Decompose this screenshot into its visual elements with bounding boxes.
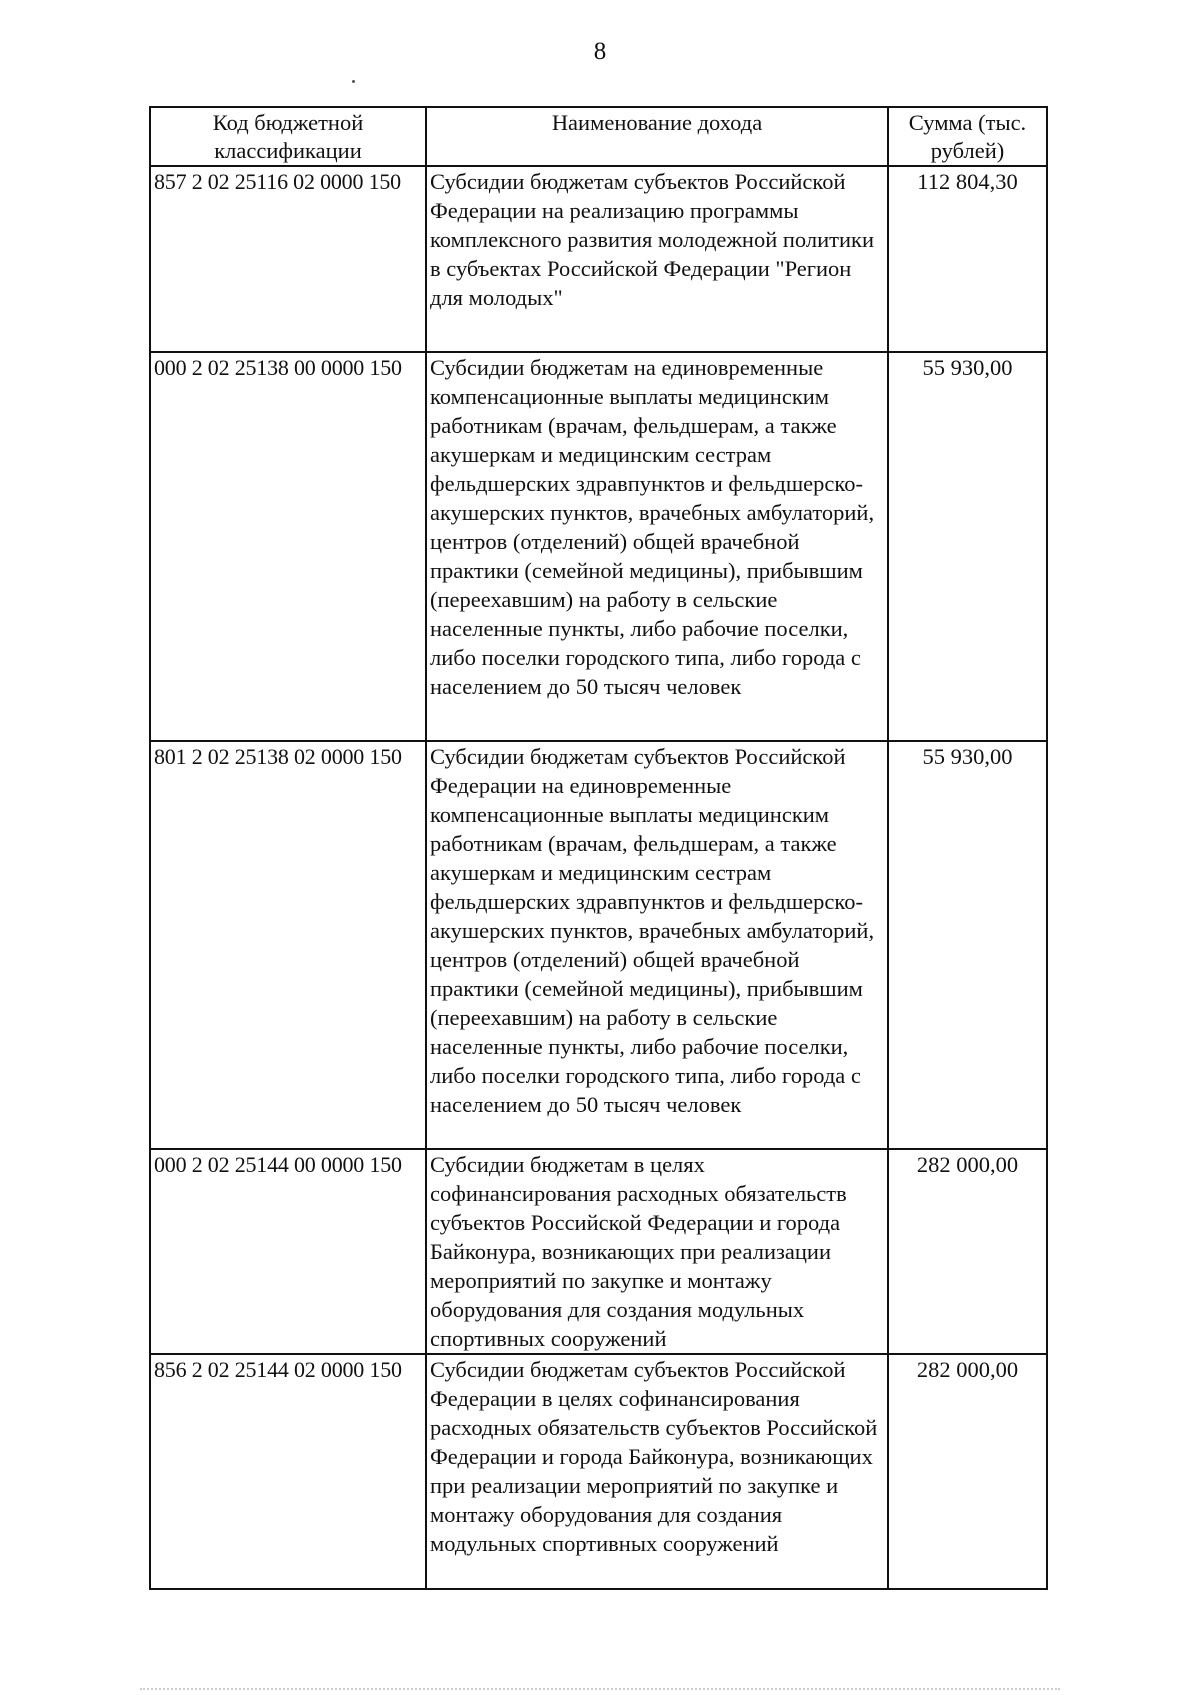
header-name: Наименование дохода: [426, 107, 888, 166]
scan-speck: [352, 80, 355, 83]
revenue-name-cell: Субсидии бюджетам на единовременные компенсационные выплаты медицинским работникам (врачам, фельдшерам, а также акушеркам и медицинским сестрам фельдшерских здравпунктов и фельдшерско-акушерских пунктов, врачебных амбулаторий, центров (отделений) общей врачебной практики (семейной медицины), прибывшим (переехавшим) на работу в сельские населенные пункты, либо рабочие поселки, либо поселки городского типа, либо города с населением до 50 тысяч человек: [426, 352, 888, 741]
table-row: [150, 1149, 1047, 1354]
page-number: 8: [593, 38, 607, 65]
amount-cell: 282 000,00: [888, 1149, 1047, 1354]
header-sum: Сумма (тыс. рублей): [888, 107, 1047, 166]
amount-cell: 282 000,00: [888, 1354, 1047, 1589]
table-header-row: [150, 107, 1047, 166]
budget-code-cell: 856 2 02 25144 02 0000 150: [150, 1354, 426, 1589]
table-row: [150, 352, 1047, 741]
table-row: [150, 1354, 1047, 1589]
amount-cell: 55 930,00: [888, 741, 1047, 1149]
table-row: [150, 166, 1047, 352]
revenue-name-cell: Субсидии бюджетам субъектов Российской Федерации на единовременные компенсационные выплаты медицинским работникам (врачам, фельдшерам, а также акушеркам и медицинским сестрам фельдшерских здравпунктов и фельдшерско-акушерских пунктов, врачебных амбулаторий, центров (отделений) общей врачебной практики (семейной медицины), прибывшим (переехавшим) на работу в сельские населенные пункты, либо рабочие поселки, либо поселки городского типа, либо города с населением до 50 тысяч человек: [426, 741, 888, 1149]
revenue-table: [149, 106, 1048, 1590]
amount-cell: 112 804,30: [888, 166, 1047, 352]
table-row: [150, 741, 1047, 1149]
revenue-name-cell: Субсидии бюджетам субъектов Российской Федерации на реализацию программы комплексного развития молодежной политики в субъектах Российской Федерации "Регион для молодых": [426, 166, 888, 352]
scan-edge-noise: [140, 1688, 1060, 1692]
amount-cell: 55 930,00: [888, 352, 1047, 741]
budget-code-cell: 801 2 02 25138 02 0000 150: [150, 741, 426, 1149]
header-code: Код бюджетной классификации: [150, 107, 426, 166]
budget-code-cell: 857 2 02 25116 02 0000 150: [150, 166, 426, 352]
revenue-name-cell: Субсидии бюджетам субъектов Российской Федерации в целях софинансирования расходных обязательств субъектов Российской Федерации и города Байконура, возникающих при реализации мероприятий по закупке и монтажу оборудования для создания модульных спортивных сооружений: [426, 1354, 888, 1589]
budget-code-cell: 000 2 02 25138 00 0000 150: [150, 352, 426, 741]
revenue-name-cell: Субсидии бюджетам в целях софинансирования расходных обязательств субъектов Российской Федерации и города Байконура, возникающих при реализации мероприятий по закупке и монтажу оборудования для создания модульных спортивных сооружений: [426, 1149, 888, 1354]
budget-code-cell: 000 2 02 25144 00 0000 150: [150, 1149, 426, 1354]
